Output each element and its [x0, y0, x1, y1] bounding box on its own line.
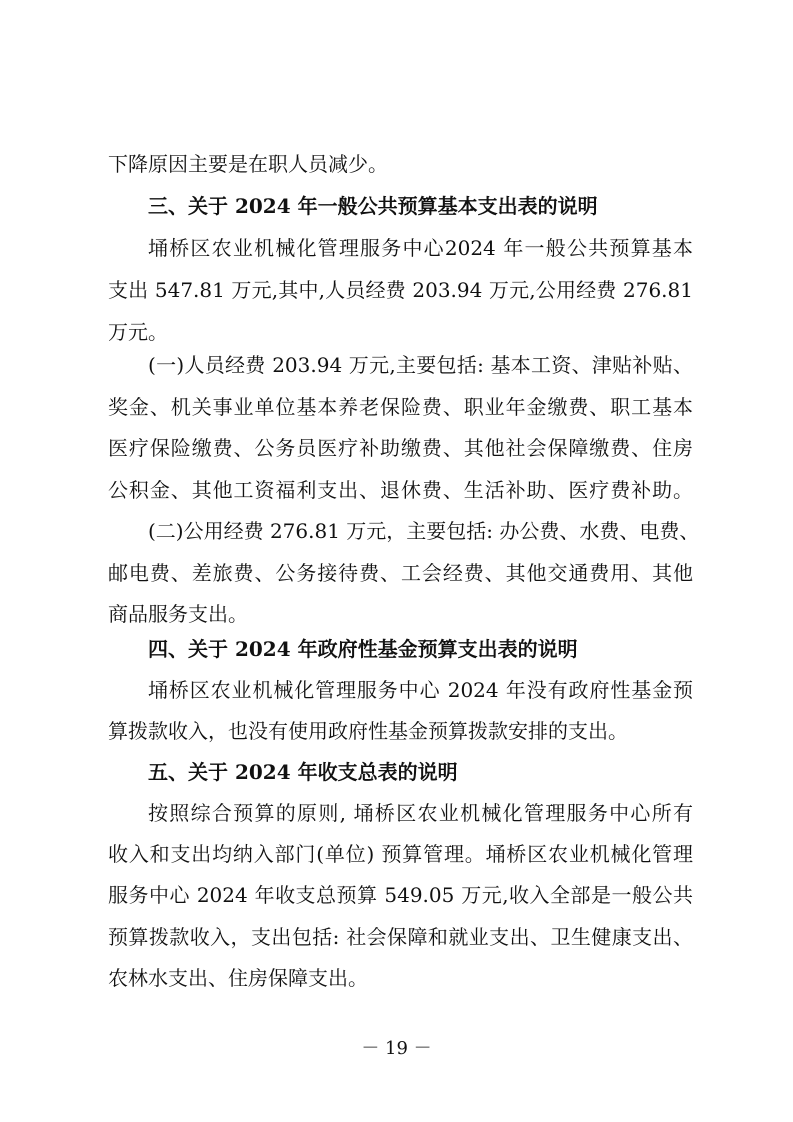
body-text-line: 下降原因主要是在职人员减少。: [108, 152, 388, 176]
body-text-line: 万元。: [108, 320, 168, 344]
page-number: － 19 －: [361, 1038, 432, 1059]
body-text-line: 按照综合预算的原则, 埇桥区农业机械化管理服务中心所有: [148, 801, 693, 825]
body-text-line: 医疗保险缴费、公务员医疗补助缴费、其他社会保障缴费、住房: [108, 436, 693, 460]
body-text-line: 公积金、其他工资福利支出、退休费、生活补助、医疗费补助。: [108, 478, 693, 502]
body-text-line: 商品服务支出。: [108, 602, 248, 626]
body-text-line: 埇桥区农业机械化管理服务中心2024 年一般公共预算基本: [148, 236, 693, 260]
section-heading-3: 三、关于 2024 年一般公共预算基本支出表的说明: [148, 194, 598, 218]
body-text-line: (一)人员经费 203.94 万元,主要包括: 基本工资、津贴补贴、: [148, 353, 693, 377]
body-text-line: 奖金、机关事业单位基本养老保险费、职业年金缴费、职工基本: [108, 395, 693, 419]
section-heading-5: 五、关于 2024 年收支总表的说明: [148, 760, 458, 784]
body-text-line: 埇桥区农业机械化管理服务中心 2024 年没有政府性基金预: [148, 678, 693, 702]
body-text-line: (二)公用经费 276.81 万元，主要包括: 办公费、水费、电费、: [148, 519, 700, 543]
body-text-line: 预算拨款收入，支出包括: 社会保障和就业支出、卫生健康支出、: [108, 925, 693, 949]
body-text-line: 支出 547.81 万元,其中,人员经费 203.94 万元,公用经费 276.81: [108, 278, 693, 302]
body-text-line: 服务中心 2024 年收支总预算 549.05 万元,收入全部是一般公共: [108, 883, 693, 907]
body-text-line: 农林水支出、住房保障支出。: [108, 966, 368, 990]
body-text-line: 算拨款收入，也没有使用政府性基金预算拨款安排的支出。: [108, 719, 628, 743]
section-heading-4: 四、关于 2024 年政府性基金预算支出表的说明: [148, 637, 578, 661]
body-text-line: 收入和支出均纳入部门(单位) 预算管理。埇桥区农业机械化管理: [108, 842, 693, 866]
body-text-line: 邮电费、差旅费、公务接待费、工会经费、其他交通费用、其他: [108, 561, 693, 585]
